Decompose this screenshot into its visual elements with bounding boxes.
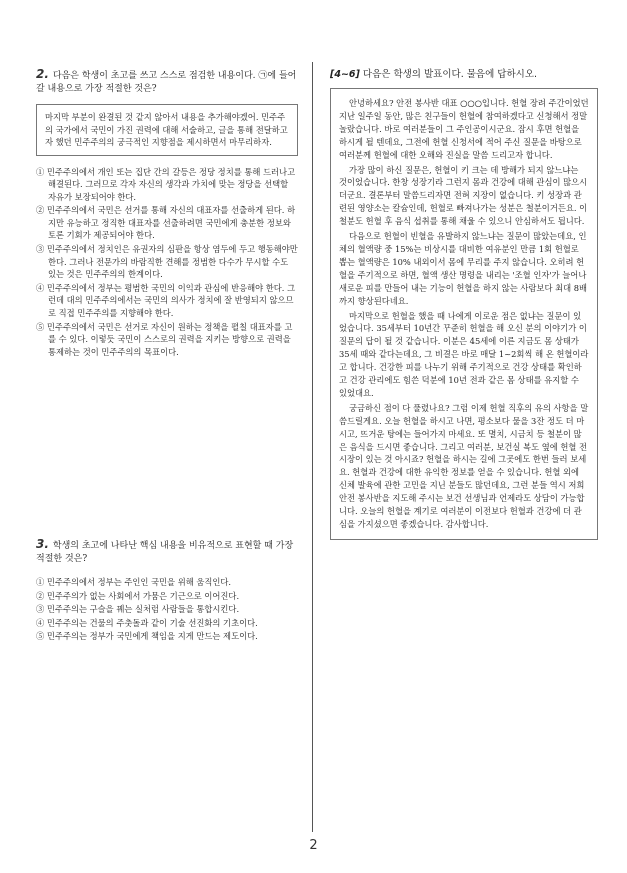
question-3-text: 학생의 초고에 나타난 핵심 내용을 비유적으로 표현할 때 가장 적절한 것은? [36, 541, 294, 564]
page-number: 2 [309, 838, 318, 853]
question-3-number: 3. [36, 537, 49, 551]
question-3-option-5[interactable]: ⑤ 민주주의는 정부가 국민에게 책임을 지게 만드는 제도이다. [36, 631, 258, 642]
question-2-option-3[interactable]: ③ 민주주의에서 정치인은 유권자의 심판을 항상 염두에 두고 행동해야만 한다. 그러나 전문가의 바람직한 견해를 정범한 다수가 무시할 수도 있는 것은 민주주의의 한계이다. [36, 244, 298, 280]
question-2-box: 마지막 부분이 완결된 것 같지 않아서 내용을 추가해야겠어. 민주주의 국가에서 국민이 가진 권력에 대해 서술하고, 글을 통해 전달하고자 했던 민주주의의 궁극적인 지향점을 제시하면서 마무리하자. [36, 104, 298, 156]
question-2-option-5[interactable]: ⑤ 민주주의에서 국민은 선거로 자신이 원하는 정책을 펼칠 대표자를 고를 수 있다. 이렇듯 국민이 스스로의 권력을 지키는 방향으로 권력을 통제하는 것이 민주주의의 목표이다. [36, 321, 293, 357]
question-3-option-1[interactable]: ① 민주주의에서 정부는 주인인 국민을 위해 움직인다. [36, 577, 232, 587]
question-set-range: [4~6] [330, 69, 360, 80]
question-3-options [36, 576, 298, 643]
question-2-option-4[interactable]: ④ 민주주의에서 정부는 평범한 국민의 이익과 관심에 반응해야 한다. 그런데 대의 민주주의에서는 국민의 의사가 정치에 잘 반영되지 않으므로 직접 민주주의를 지향해야 한다. [36, 282, 296, 319]
passage-paragraph-5: 궁금하신 점이 다 풀렸나요? 그럼 이제 헌혈 직후의 유의 사항을 말씀드릴게요. 오늘 헌혈을 하시고 나면, 평소보다 물을 3잔 정도 더 마시고, 뜨거운 탕에는 들어가지 마세요. 또 멸치, 시금치 등 철분이 많은 음식을 드시면 좋습니다. 그리고 여러분, 보건실 복도 옆에 헌혈 전시장이 있는 것 아시죠? 헌혈을 하시는 길에 그곳에도 한번 들러 보세요. 헌혈과 건강에 대한 유익한 정보를 얻을 수 있습니다. 헌혈 외에 신체 발육에 관한 고민을 지닌 분들도 많던데요, 그런 분들 역시 저희 안전 봉사반을 지도해 주시는 보건 선생님과 언제라도 상담이 가능합니다. 오늘의 헌혈을 계기로 여러분이 이전보다 헌혈과 건강에 더 관심을 가지셨으면 좋겠습니다. 감사합니다. [339, 402, 589, 529]
passage-paragraph-4: 마지막으로 헌혈을 했을 때 나에게 이로운 점은 없냐는 질문이 있었습니다. 35세부터 10년간 꾸준히 헌혈을 해 오신 분의 이야기가 이 질문의 답이 될 것 같습니다. 이분은 45세에 이른 지금도 몸 상태가 35세 때와 같다는데요, 그 비결은 바로 매달 1~2회씩 해 온 헌혈이라고 합니다. 건강한 피를 나누기 위해 주기적으로 건강 상태를 확인하고 건강 관리에도 힘쓴 덕분에 10년 전과 같은 몸 상태를 유지할 수 있었대요. [339, 310, 589, 398]
question-3-option-2[interactable]: ② 민주주의가 없는 사회에서 가뭄은 기근으로 이어진다. [36, 590, 240, 601]
column-divider [312, 62, 313, 832]
question-2-option-1[interactable]: ① 민주주의에서 개인 또는 집단 간의 갈등은 정당 정치를 통해 드러나고 해결된다. 그러므로 각자 자신의 생각과 가치에 맞는 정당을 선택할 자유가 보장되어야 한다. [36, 166, 296, 202]
question-3-stem [36, 538, 298, 566]
question-2-text: 다음은 학생이 초고를 쓰고 스스로 점검한 내용이다. ㉠에 들어갈 내용으로 가장 적절한 것은? [36, 71, 297, 94]
question-3-option-3[interactable]: ③ 민주주의는 구슬을 꿰는 실처럼 사람들을 통합시킨다. [36, 604, 240, 615]
passage-paragraph-2: 가장 많이 하신 질문은, 헌혈이 키 크는 데 방해가 되지 않느냐는 것이었습니다. 한창 성장기라 그런지 몸과 건강에 대해 관심이 많으시더군요. 결론부터 말씀드리자면 전혀 지장이 없습니다. 키 성장과 관련된 영양소는 칼슘인데, 헌혈로 빠져나가는 성분은 철분이거든요. 이 철분도 헌혈 후 음식 섭취를 통해 채울 수 있으니 안심하셔도 됩니다. [339, 164, 588, 227]
question-2-options [36, 166, 298, 359]
question-2-stem [36, 68, 298, 96]
presentation-passage [330, 88, 598, 540]
question-set-instruction: 다음은 학생의 발표이다. 물음에 답하시오. [362, 69, 538, 80]
passage-paragraph-3: 다음으로 헌혈이 빈혈을 유발하지 않느냐는 질문이 많았는데요, 인체의 혈액량 중 15%는 비상시를 대비한 여유분인 만큼 1회 헌혈로 뽑는 혈액량은 10% 내외이서 몸에 무리를 주지 않습니다. 오히려 헌혈을 주기적으로 하면, 혈액 생산 명령을 내리는 '조혈 인자'가 늘어나 새로운 피를 만들어 내는 기능이 헌혈을 하지 않는 사람보다 최대 8배까지 향상된다네요. [339, 231, 588, 306]
question-2-option-2[interactable]: ② 민주주의에서 국민은 선거를 통해 자신의 대표자를 선출하게 된다. 하지만 유능하고 정직한 대표자를 선출하려면 국민에게 충분한 정보와 토론 기회가 제공되어야 한다. [36, 205, 296, 241]
question-set-heading [330, 66, 598, 80]
question-3-option-4[interactable]: ④ 민주주의는 건물의 주춧돌과 같이 기술 선진화의 기초이다. [36, 617, 258, 628]
question-2 [36, 68, 298, 358]
right-column [330, 66, 598, 540]
left-column [36, 67, 298, 642]
question-3 [36, 538, 298, 644]
passage-paragraph-1: 안녕하세요? 안전 봉사반 대표 ○○○입니다. 헌혈 장려 주간이었던 지난 일주일 동안, 많은 친구들이 헌혈에 참여하겠다고 신청해서 정말 놀랐습니다. 바로 여러분들이 그 주인공이시군요. 잠시 후면 헌혈을 하시게 될 텐데요, 그전에 헌혈 신청서에 적어 주신 질문을 바탕으로 여러분께 헌혈에 대한 오해와 진실을 말씀 드리고자 합니다. [339, 98, 589, 160]
question-2-number: 2. [36, 67, 49, 81]
